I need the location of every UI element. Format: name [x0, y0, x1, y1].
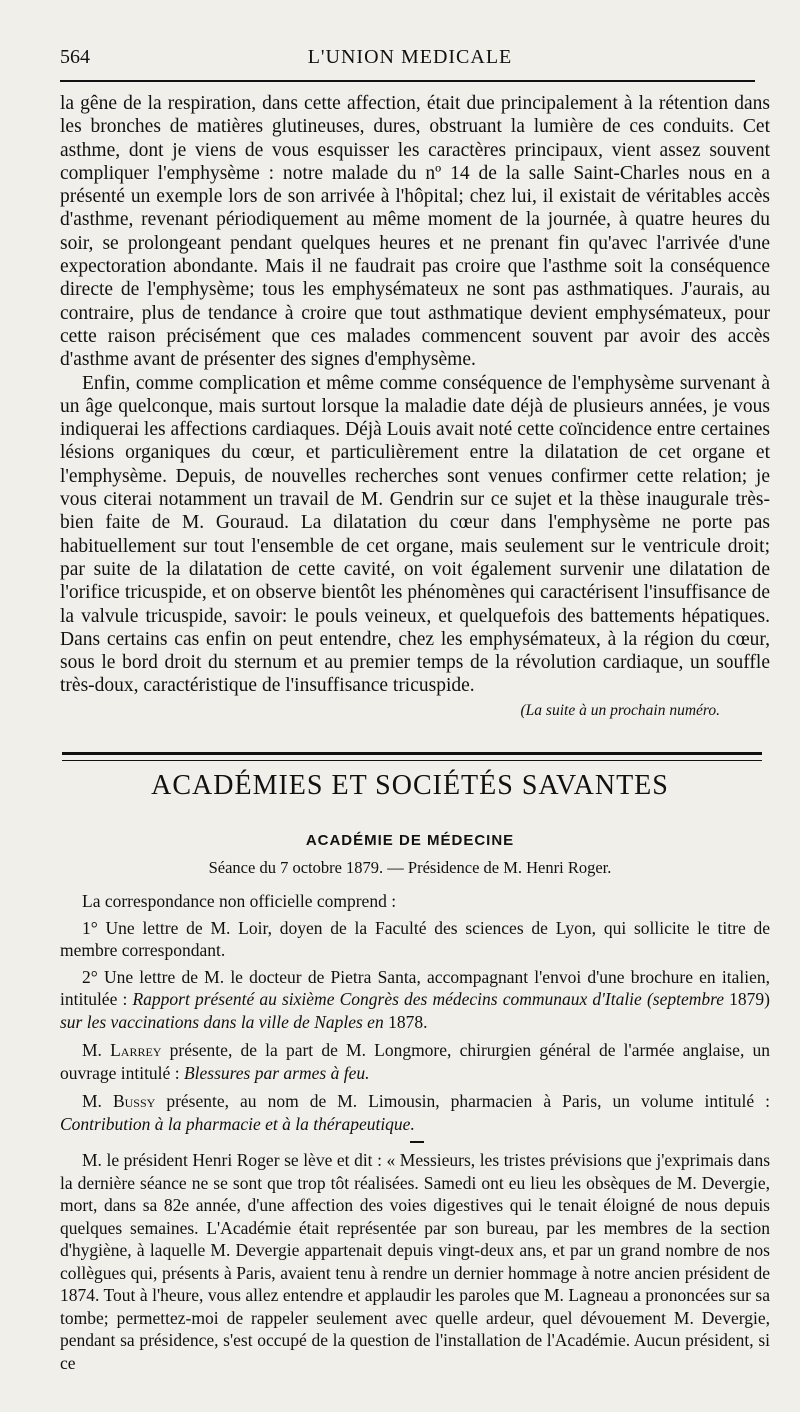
- bussy-text: présente, au nom de M. Limousin, pharmacien à Paris, un volume intitulé :: [155, 1091, 770, 1111]
- paragraph-affections-cardiaques: Enfin, comme complication et même comme conséquence de l'emphysème survenant à un âge quelconque, mais surtout lorsque la maladie date déjà de plusieurs années, je vous indiquerai les affections cardiaques. Déjà Louis avait noté cette coïncidence entre certaines lésions organiques du cœur, et particulièrement entre la dilatation de cet organe et l'emphysème. Depuis, de nouvelles recherches sont venues confirmer cette relation; je vous citerai notamment un travail de M. Gendrin sur ce sujet et la thèse inaugurale très-bien faite de M. Gouraud. La dilatation du cœur dans l'emphysème ne porte pas habituellement sur tout l'ensemble de cet organe, mais seulement sur le ventricule droit; par suite de la dilatation de cette cavité, on voit également survenir une dilatation de l'orifice tricuspide, et on observe bientôt les phénomènes qui caractérisent l'insuffisance de la valvule tricuspide, savoir: le pouls veineux, et quelquefois des battements hépatiques. Dans certains cas enfin on peut entendre, chez les emphysémateux, à la région du cœur, sous le bord droit du sternum et au premier temps de la révolution cardiaque, un souffle très-doux, caractéristique de l'insuffisance tricuspide.: [60, 372, 770, 697]
- item-2-text: 2° Une lettre de M. le docteur de Pietra Santa, accompagnant l'envoi d'une brochure en italien, intitulée :: [60, 966, 770, 1009]
- section-title: ACADÉMIES ET SOCIÉTÉS SAVANTES: [151, 770, 669, 801]
- bussy-title: Contribution à la pharmacie et à la thérapeutique.: [60, 1113, 415, 1134]
- running-title: L'UNION MEDICALE: [307, 46, 513, 68]
- paragraph-president: M. le président Henri Roger se lève et dit : « Messieurs, les tristes prévisions que j'exprimais dans la dernière séance ne se sont que trop tôt réalisées. Samedi ont eu lieu les obsèques de M. Devergie, mort, dans sa 82e année, d'une affection des voies digestives qui le tenait éloigné de nous depuis quelques semaines. L'Académie était représentée par son bureau, par les membres de la section d'hygiène, à laquelle M. Devergie appartenait depuis vingt-deux ans, et par un grand nombre de nos collègues qui, présents à Paris, avaient tenu à rendre un dernier hommage à notre ancien président de 1874. Tout à l'heure, vous allez entendre et applaudir les paroles que M. Lagneau a prononcées sur sa tombe; permettez-moi de rappeler seulement avec quelle ardeur, quel dévouement M. Devergie, pendant sa présidence, s'est occupé de la question de l'installation de l'Académie. Aucun président, si ce: [60, 1150, 770, 1373]
- paragraph-bussy: [60, 1090, 770, 1135]
- running-header: [60, 46, 760, 76]
- section-divider: [62, 752, 762, 761]
- seance-line: Séance du 7 octobre 1879. — Présidence de M. Henri Roger.: [208, 858, 612, 877]
- item-2-title: Rapport présenté au sixième Congrès des médecins communaux d'Italie (septembre: [132, 989, 730, 1009]
- larrey-name: M. Larrey: [82, 1040, 162, 1060]
- item-2-year: 1879): [729, 989, 770, 1009]
- paragraph-item-1: 1° Une lettre de M. Loir, doyen de la Faculté des sciences de Lyon, qui sollicite le titre de membre correspondant.: [60, 917, 770, 960]
- paragraph-larrey: [60, 1039, 770, 1084]
- suite-note: (La suite à un prochain numéro.: [520, 701, 720, 719]
- header-rule: [60, 80, 755, 82]
- academie-report: [60, 890, 770, 1380]
- bussy-name: M. Bussy: [82, 1091, 156, 1111]
- item-2-year-2: 1878.: [388, 1011, 428, 1032]
- paragraph-correspondance: La correspondance non officielle comprend :: [82, 891, 397, 911]
- article-continuation: [60, 92, 770, 722]
- larrey-title: Blessures par armes à feu.: [183, 1062, 370, 1083]
- paragraph-item-2: [60, 966, 770, 1034]
- short-rule: [410, 1141, 424, 1143]
- larrey-text: présente, de la part de M. Longmore, chirurgien général de l'armée anglaise, un ouvrage intitulé :: [60, 1040, 770, 1083]
- item-2-title-cont: sur les vaccinations dans la ville de Naples en: [60, 1011, 389, 1032]
- page-number: 564: [60, 46, 90, 68]
- paragraph-asthme: la gêne de la respiration, dans cette affection, était due principalement à la rétention dans les bronches de matières glutineuses, dures, obstruant la lumière de ces conduits. Cet asthme, dont je viens de vous esquisser les caractères principaux, vient assez souvent compliquer l'emphysème : notre malade du nº 14 de la salle Saint-Charles nous en a présenté un exemple lors de son arrivée à l'hôpital; chez lui, il existait de véritables accès d'asthme, revenant périodiquement au même moment de la journée, à quatre heures du soir, se prolongeant pendant quelques heures et ne prenant fin qu'avec l'arrivée d'une expectoration abondante. Mais il ne faudrait pas croire que l'asthme soit la conséquence directe de l'emphysème; tous les emphysémateux ne sont pas asthmatiques. J'aurais, au contraire, plus de tendance à croire que tout asthmatique devient emphysémateux, pour cette raison précisément que ces malades commencent souvent par avoir des accès d'asthme avant de présenter des signes d'emphysème.: [60, 93, 770, 371]
- subsection-title: ACADÉMIE DE MÉDECINE: [305, 832, 515, 849]
